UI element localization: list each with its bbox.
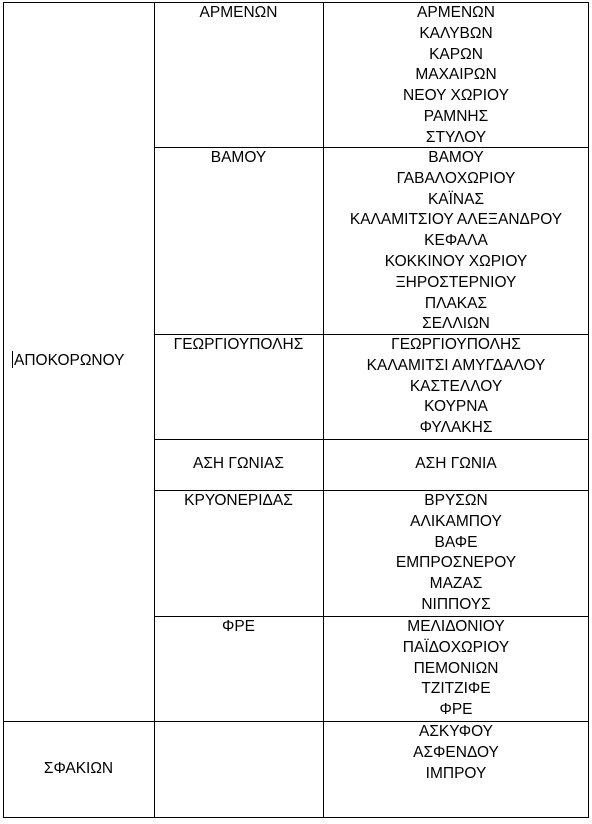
village-name: ΣΤΥΛΟΥ xyxy=(425,128,487,146)
village-name: ΙΜΠΡΟΥ xyxy=(425,764,487,782)
village-name: ΚΑΣΤΕΛΛΟΥ xyxy=(409,377,503,395)
unit-cell xyxy=(154,2,323,147)
unit-name: ΑΡΜΕΝΩΝ xyxy=(199,4,278,21)
village-name: ΓΑΒΑΛΟΧΩΡΙΟΥ xyxy=(396,169,516,187)
village-name: ΒΑΜΟΥ xyxy=(428,149,484,166)
unit-name: ΦΡΕ xyxy=(221,618,256,635)
village-name: ΦΡΕ xyxy=(439,701,473,719)
unit-name: ΒΑΜΟΥ xyxy=(210,149,267,166)
village-list xyxy=(323,334,589,439)
unit-name: ΓΕΩΡΓΙΟΥΠΟΛΗΣ xyxy=(173,336,304,353)
municipality-name: ΑΠΟΚΟΡΩΝΟΥ xyxy=(14,352,125,370)
municipality-table xyxy=(3,2,589,818)
village-name: ΑΡΜΕΝΩΝ xyxy=(417,4,495,21)
village-name: ΚΕΦΑΛΑ xyxy=(424,232,488,250)
village-list xyxy=(323,439,589,490)
village-name: ΝΕΟΥ ΧΩΡΙΟΥ xyxy=(403,87,509,105)
village-name: ΠΑΪΔΟΧΩΡΙΟΥ xyxy=(402,638,510,656)
village-name: ΚΟΥΡΝΑ xyxy=(424,398,488,416)
municipality-cell xyxy=(3,2,154,721)
village-name: ΓΕΩΡΓΙΟΥΠΟΛΗΣ xyxy=(391,336,521,353)
village-name: ΡΑΜΝΗΣ xyxy=(423,107,489,125)
unit-cell xyxy=(154,334,323,439)
village-name: ΚΑΛΑΜΙΤΣΙΟΥ ΑΛΕΞΑΝΔΡΟΥ xyxy=(349,211,563,229)
text-cursor xyxy=(12,351,13,368)
unit-cell xyxy=(154,490,323,616)
village-name: ΑΛΙΚΑΜΠΟΥ xyxy=(410,512,502,530)
village-name: ΞΗΡΟΣΤΕΡΝΙΟΥ xyxy=(395,273,517,291)
village-name: ΚΑΛΑΜΙΤΣΙ ΑΜΥΓΔΑΛΟΥ xyxy=(366,356,546,374)
village-name: ΚΑΡΩΝ xyxy=(429,45,483,63)
municipality-cell xyxy=(3,721,154,818)
unit-name: ΚΡΥΟΝΕΡΙΔΑΣ xyxy=(184,492,293,509)
village-name: ΝΙΠΠΟΥΣ xyxy=(421,595,491,613)
village-name: ΑΣΚΥΦΟΥ xyxy=(419,723,493,740)
unit-cell xyxy=(154,721,323,818)
unit-cell xyxy=(154,439,323,490)
village-list xyxy=(323,616,589,721)
village-name: ΚΑΪΝΑΣ xyxy=(427,190,485,208)
village-name: ΕΜΠΡΟΣΝΕΡΟΥ xyxy=(395,554,517,572)
village-name: ΠΕΜΟΝΙΩΝ xyxy=(413,659,499,677)
village-name: ΠΛΑΚΑΣ xyxy=(424,294,488,312)
village-name: ΜΑΖΑΣ xyxy=(429,575,483,593)
village-list xyxy=(323,2,589,147)
village-list xyxy=(323,147,589,334)
village-name: ΒΑΦΕ xyxy=(434,533,478,551)
village-name: ΚΟΚΚΙΝΟΥ ΧΩΡΙΟΥ xyxy=(384,252,528,270)
village-name: ΤΖΙΤΖΙΦΕ xyxy=(421,680,491,698)
unit-name: ΑΣΗ ΓΩΝΙΑΣ xyxy=(193,455,284,473)
village-name: ΚΑΛΥΒΩΝ xyxy=(419,24,493,42)
village-name: ΜΑΧΑΙΡΩΝ xyxy=(415,66,497,84)
village-list xyxy=(323,721,589,818)
unit-cell xyxy=(154,616,323,721)
municipality-name: ΣΦΑΚΙΩΝ xyxy=(43,760,114,778)
village-name: ΑΣΦΕΝΔΟΥ xyxy=(413,743,499,761)
village-name: ΒΡΥΣΩΝ xyxy=(424,492,488,509)
village-name: ΑΣΗ ΓΩΝΙΑ xyxy=(415,455,497,473)
village-list xyxy=(323,490,589,616)
village-name: ΣΕΛΛΙΩΝ xyxy=(422,315,490,333)
village-name: ΜΕΛΙΔΟΝΙΟΥ xyxy=(407,618,505,635)
village-name: ΦΥΛΑΚΗΣ xyxy=(419,419,493,437)
unit-cell xyxy=(154,147,323,334)
